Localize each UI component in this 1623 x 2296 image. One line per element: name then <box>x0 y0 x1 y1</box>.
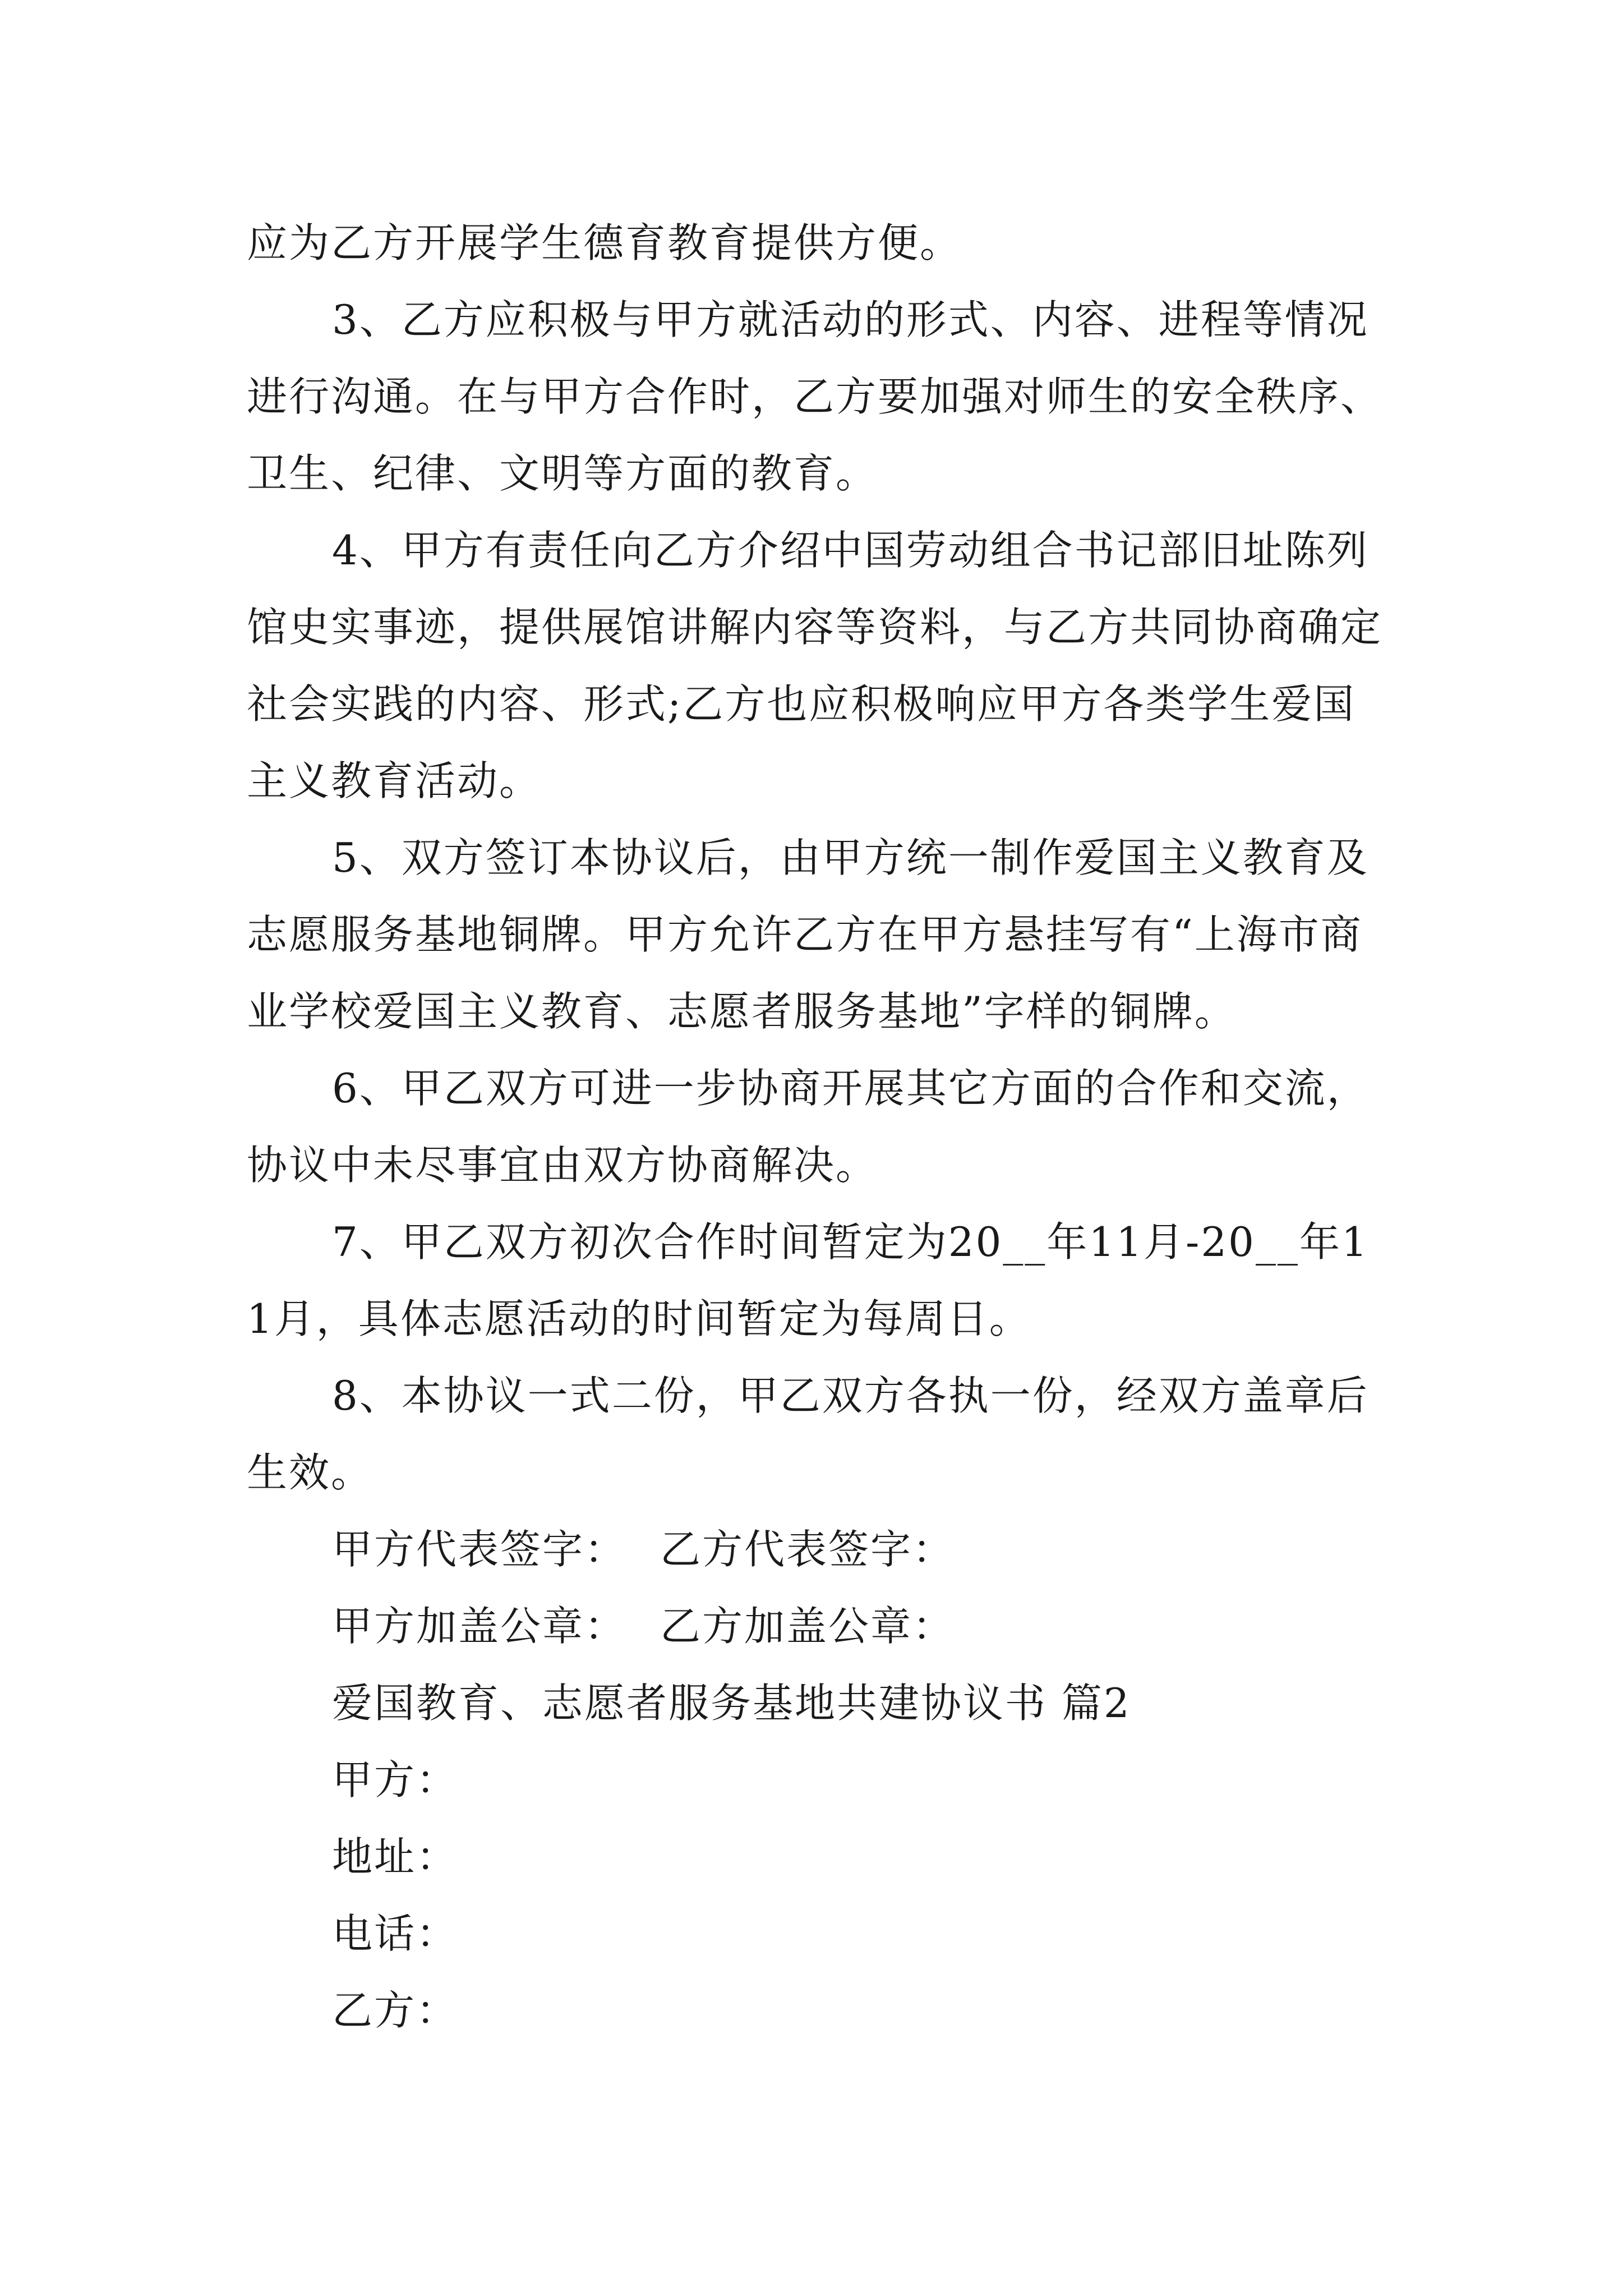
seal-party-a: 甲方加盖公章： <box>332 1603 627 1650</box>
document-page <box>247 205 1385 2049</box>
seal-party-b: 乙方加盖公章： <box>660 1603 955 1650</box>
paragraph-clause-4: 4、甲方有责任向乙方介绍中国劳动组合书记部旧址陈列馆史实事迹，提供展馆讲解内容等资料，与乙方共同协商确定社会实践的内容、形式;乙方也应积极响应甲方各类学生爱国主义教育活动。 <box>247 527 1383 804</box>
field-phone: 电话： <box>332 1910 459 1957</box>
paragraph-intro: 应为乙方开展学生德育教育提供方便。 <box>247 219 962 266</box>
field-address: 地址： <box>332 1833 459 1880</box>
paragraph-clause-7: 7、甲乙双方初次合作时间暂定为20__年11月-20__年11月，具体志愿活动的时间暂定为每周日。 <box>247 1218 1369 1342</box>
seal-line <box>247 1588 1385 1665</box>
field-party-b: 乙方： <box>332 1987 459 2034</box>
signature-party-a: 甲方代表签字： <box>332 1526 627 1573</box>
paragraph-clause-3: 3、乙方应积极与甲方就活动的形式、内容、进程等情况进行沟通。在与甲方合作时，乙方要加强对师生的安全秩序、卫生、纪律、文明等方面的教育。 <box>247 296 1383 497</box>
field-party-a: 甲方： <box>332 1756 459 1803</box>
signature-line <box>247 1511 1385 1588</box>
paragraph-clause-8: 8、本协议一式二份，甲乙双方各执一份，经双方盖章后生效。 <box>247 1372 1369 1496</box>
paragraph-clause-6: 6、甲乙双方可进一步协商开展其它方面的合作和交流，协议中未尽事宜由双方协商解决。 <box>247 1065 1369 1189</box>
signature-party-b: 乙方代表签字： <box>660 1526 955 1573</box>
section-title: 爱国教育、志愿者服务基地共建协议书 篇2 <box>332 1680 1131 1727</box>
paragraph-clause-5: 5、双方签订本协议后，由甲方统一制作爱国主义教育及志愿服务基地铜牌。甲方允许乙方在甲方悬挂写有“上海市商业学校爱国主义教育、志愿者服务基地”字样的铜牌。 <box>247 834 1369 1035</box>
